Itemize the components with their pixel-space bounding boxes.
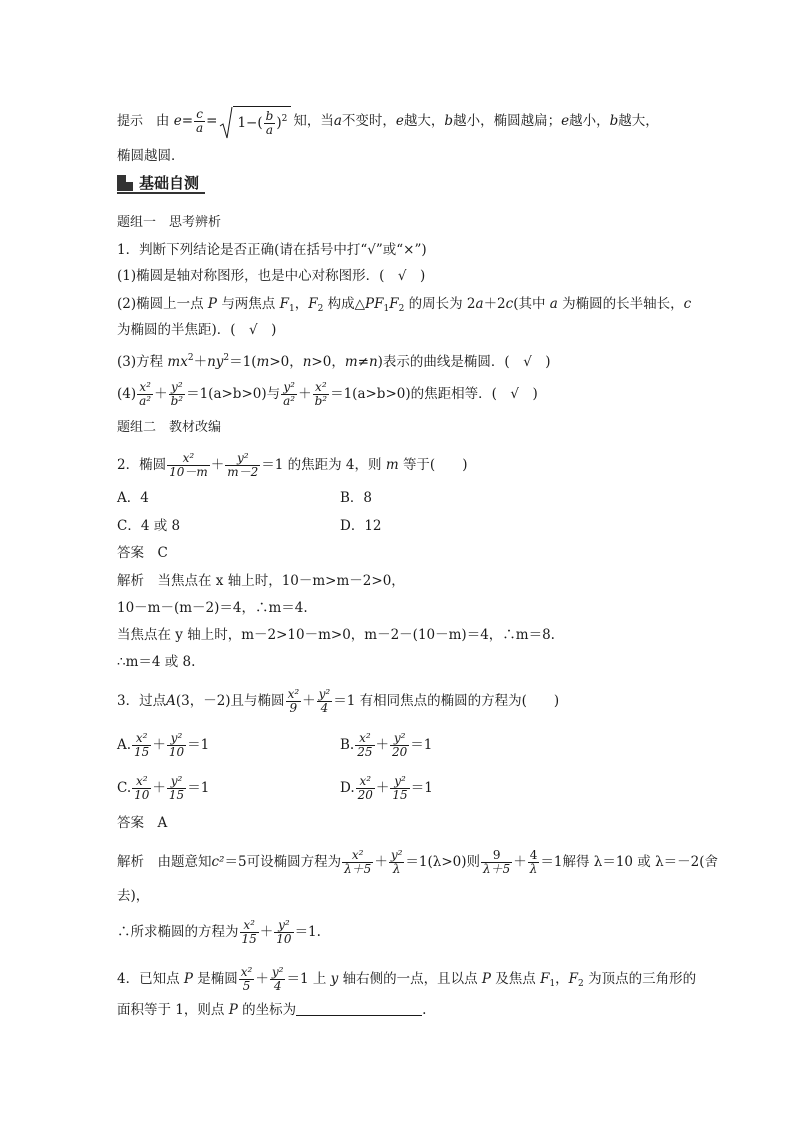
q2-answer: 答案 C	[117, 545, 168, 561]
q1-statement-2: (2)椭圆上一点 P 与两焦点 $F_1$，$F_2$ 构成$\triangle PF_1F_2$ 的周长为 2a＋2c(其中 a 为椭圆的长半轴长，c	[117, 296, 692, 314]
q2-solution-1: 解析 当焦点在 x 轴上时，10－m>m－2>0，	[117, 573, 405, 589]
q2-option-d: D．12	[340, 518, 382, 534]
q3-option-c: C. $\frac{\text{x²}}{10}$ ＋ $\frac{\text{y²}}{15}$ ＝1	[117, 774, 210, 802]
q2-stem: 2．椭圆 $\frac{\text{x²}}{10-m}$ ＋ $\frac{\text{y²}}{m-2}$ ＝1 的焦距为 4，则 m 等于( )	[117, 451, 468, 479]
q3-stem: 3．过点A(3，－2)且与椭圆 $\frac{\text{x²}}{9}$ ＋ $\frac{\text{y²}}{4}$ ＝1 有相同焦点的椭圆的方程为( )	[117, 687, 560, 715]
section-title: 基础自测	[139, 174, 200, 192]
fraction-c-over-a: $\frac{c}{a}$	[196, 107, 204, 135]
q3-option-b: B. $\frac{\text{x²}}{25}$ ＋ $\frac{\text{y²}}{20}$ ＝1	[340, 731, 433, 759]
hint-label: 提示	[117, 114, 144, 129]
hint-line-2: 椭圆越圆．	[117, 148, 185, 164]
q1-statement-1: (1)椭圆是轴对称图形，也是中心对称图形．( √ )	[117, 268, 426, 284]
section-square-icon	[117, 175, 133, 191]
q3-answer: 答案 A	[117, 815, 168, 831]
section-underline	[117, 192, 205, 194]
q2-solution-2: 10－m－(m－2)＝4，∴m＝4.	[117, 600, 308, 616]
q1-statement-4: (4) $\frac{\text{x²}}{\text{a²}}$ ＋ $\frac{\text{y²}}{\text{b²}}$ ＝1(a>b>0)与 $\frac{\text{y²}}{\text{a²}}$ ＋ $\frac{\text{x²}}{\text{b²}}$ ＝1(a>b>0)的焦距相等．( √ )	[117, 380, 538, 408]
q3-option-a: A. $\frac{\text{x²}}{15}$ ＋ $\frac{\text{y²}}{10}$ ＝1	[117, 731, 210, 759]
q3-option-d: D. $\frac{\text{x²}}{20}$ ＋ $\frac{\text{y²}}{15}$ ＝1	[340, 774, 433, 802]
q2-solution-4: ∴m＝4 或 8.	[117, 654, 196, 670]
q1-statement-2-cont: 为椭圆的半焦距)．( √ )	[117, 322, 277, 338]
q2-solution-3: 当焦点在 y 轴上时，m－2>10－m>0，m－2－(10－m)＝4，∴m＝8.	[117, 627, 555, 643]
q4-stem: 4．已知点 P 是椭圆 $\frac{\text{x²}}{5}$ ＋ $\frac{\text{y²}}{4}$ ＝1 上 y 轴右侧的一点，且以点 P 及焦点 $F_1$，$F_2$ 为顶点的三角形的	[117, 965, 697, 993]
q2-option-c: C．4 或 8	[117, 518, 181, 534]
q3-solution-1: 解析 由题意知c²＝5可设椭圆方程为 $\frac{\text{x²}}{\lambda+5}$ ＋ $\frac{\text{y²}}{\lambda}$ ＝1(λ>0)则 $\frac{9}{\lambda+5}$ ＋ $\frac{4}{\lambda}$ ＝1解得 λ＝10 或 λ＝－2(舍	[117, 848, 719, 876]
q1-stem: 1．判断下列结论是否正确(请在括号中打“√”或“×”)	[117, 242, 427, 258]
q4-stem-line-2: 面积等于 1，则点 P 的坐标为 .	[117, 1002, 427, 1018]
section-heading	[117, 172, 199, 193]
q2-option-b: B．8	[340, 490, 373, 506]
q2-option-a: A．4	[117, 490, 149, 506]
group2-title: 题组二 教材改编	[117, 420, 222, 435]
answer-blank[interactable]	[296, 1001, 422, 1016]
group1-title: 题组一 思考辨析	[117, 215, 222, 230]
hint-line: 提示 由 e= $\frac{c}{a}$ = 1−( $\frac{b}{a}$ )$^2$ 知，当a不变时，e越大，b越小，椭圆越扁；e越小，b越大，	[117, 107, 659, 137]
square-root: 1−( $\frac{b}{a}$ )$^2$	[219, 106, 291, 137]
q3-solution-3: ∴所求椭圆的方程为 $\frac{\text{x²}}{15}$ ＋ $\frac{\text{y²}}{10}$ ＝1.	[117, 918, 321, 946]
q1-statement-3: (3)方程 $mx^2+ny^2=1(m>0$，n>0，m≠n)表示的曲线是椭圆．( √ )	[117, 353, 551, 370]
q3-solution-2: 去)，	[117, 888, 150, 904]
